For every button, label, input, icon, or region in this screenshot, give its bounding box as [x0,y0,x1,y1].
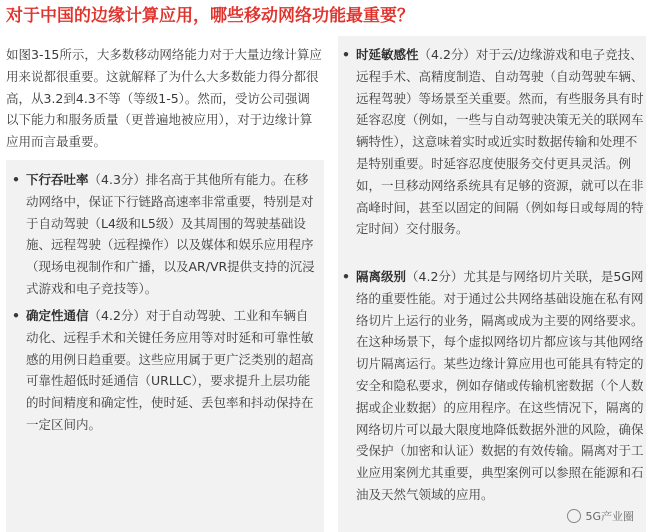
bullet-deterministic-communication [12,305,318,436]
bullet-text: （4.2分）对于云/边缘游戏和电子竞技、远程手术、高精度制造、自动驾驶（自动驾驶车辆、远程驾驶）等场景至关重要。然而，有些服务具有时延容忍度（例如，一些与自动驾驶决策无关的联网车辆特性），这意味着实时或近实时数据传输和处理不是特别重要。时延容忍度使服务交付更具灵活。例如，一旦移动网络系统具有足够的资源，就可以在非高峰时间，甚至以固定的间隔（例如每日或每周的特定时间）交付服务。 [356,47,644,237]
bullet-text: （4.2分）对于自动驾驶、工业和车辆自动化、远程手术和关键任务应用等对时延和可靠性敏感的用例日趋重要。这些应用属于更广泛类别的超高可靠性超低时延通信（URLLC），要求提升上层功能的时间精度和确定性，使时延、丢包率和抖动保持在一定区间内。 [26,308,314,432]
wechat-logo-icon [567,509,581,523]
bullet-dot-icon: • [12,172,20,187]
watermark-text: 5G产业圈 [585,510,634,523]
intro-paragraph [6,44,322,153]
intro-text: 如图3-15所示，大多数移动网络能力对于大量边缘计算应用来说都很重要。这就解释了为什么大多数能力得分都很高，从3.2到4.3不等（等级1-5）。然而，受访公司强调以下能力和服务质量（更普遍地被应用），对于边缘计算应用而言最重要。 [6,47,322,150]
bullet-isolation-level [342,266,644,506]
bullet-term: 下行吞吐率 [26,172,89,187]
bullet-dot-icon: • [12,308,20,323]
bullet-term: 隔离级别 [356,269,407,284]
watermark [567,508,634,524]
bullet-dot-icon: • [342,269,350,284]
bullet-downlink-throughput [12,169,318,300]
bullet-latency-sensitivity [342,44,644,240]
bullet-term: 时延敏感性 [356,47,419,62]
bullet-dot-icon: • [342,47,350,62]
bullet-text: （4.2分）尤其是与网络切片关联，是5G网络的重要性能。对于通过公共网络基础设施在私有网络切片上运行的业务，隔离或成为主要的网络要求。在这种场景下，每个虚拟网络切片都应该与其他网络切片隔离运行。某些边缘计算应用也可能具有特定的安全和隐私要求，例如存储或传输机密数据（个人数据或企业数据）的应用程序。在这些情况下，隔离的网络切片可以最大限度地降低数据外泄的风险，确保受保护（加密和认证）数据的有效传输。隔离对于工业应用案例尤其重要，典型案例可以参照在能源和石油及天然气领域的应用。 [356,269,644,502]
bullet-term: 确定性通信 [26,308,89,323]
bullet-text: （4.3分）排名高于其他所有能力。在移动网络中，保证下行链路高速率非常重要，特别是对于自动驾驶（L4级和L5级）及其周围的驾驶基础设施、远程驾驶（远程操作）以及媒体和娱乐应用程序（现场电视制作和广播，以及AR/VR提供支持的沉浸式游戏和电子竞技等）。 [26,172,315,296]
page-title: 对于中国的边缘计算应用，哪些移动网络功能最重要？ [6,6,414,26]
